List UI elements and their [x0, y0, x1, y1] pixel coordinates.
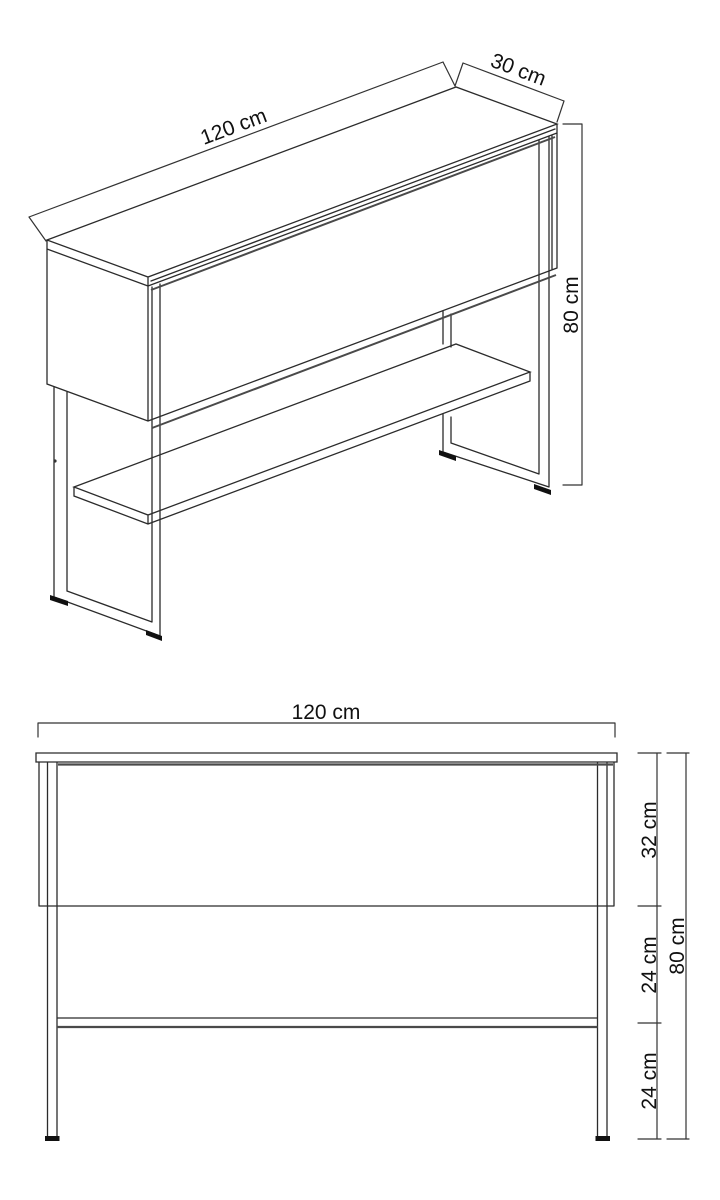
front-furniture-lines: [36, 753, 617, 1138]
front-view: [36, 701, 689, 1141]
iso-depth-dimension-label: 30 cm: [487, 49, 550, 91]
iso-screw-hole-dot: [53, 459, 56, 462]
iso-furniture-lines: [47, 87, 557, 636]
iso-height-dimension-label: 80 cm: [560, 276, 583, 334]
front-foot-pads: [45, 1136, 610, 1141]
iso-length-dimension-label: 120 cm: [197, 104, 271, 150]
front-total-height-dimension-label: 80 cm: [666, 917, 689, 975]
front-leg-height-dimension-label: 24 cm: [638, 1052, 661, 1110]
iso-dimension-lines: [29, 62, 582, 485]
front-width-dimension-label: 120 cm: [291, 701, 361, 724]
front-gap-height-dimension-label: 24 cm: [638, 936, 661, 994]
isometric-view: [29, 49, 583, 641]
front-shadow-lines: [57, 765, 613, 1028]
front-cabinet-height-dimension-label: 32 cm: [638, 801, 661, 859]
front-dimension-lines: [38, 723, 689, 1139]
